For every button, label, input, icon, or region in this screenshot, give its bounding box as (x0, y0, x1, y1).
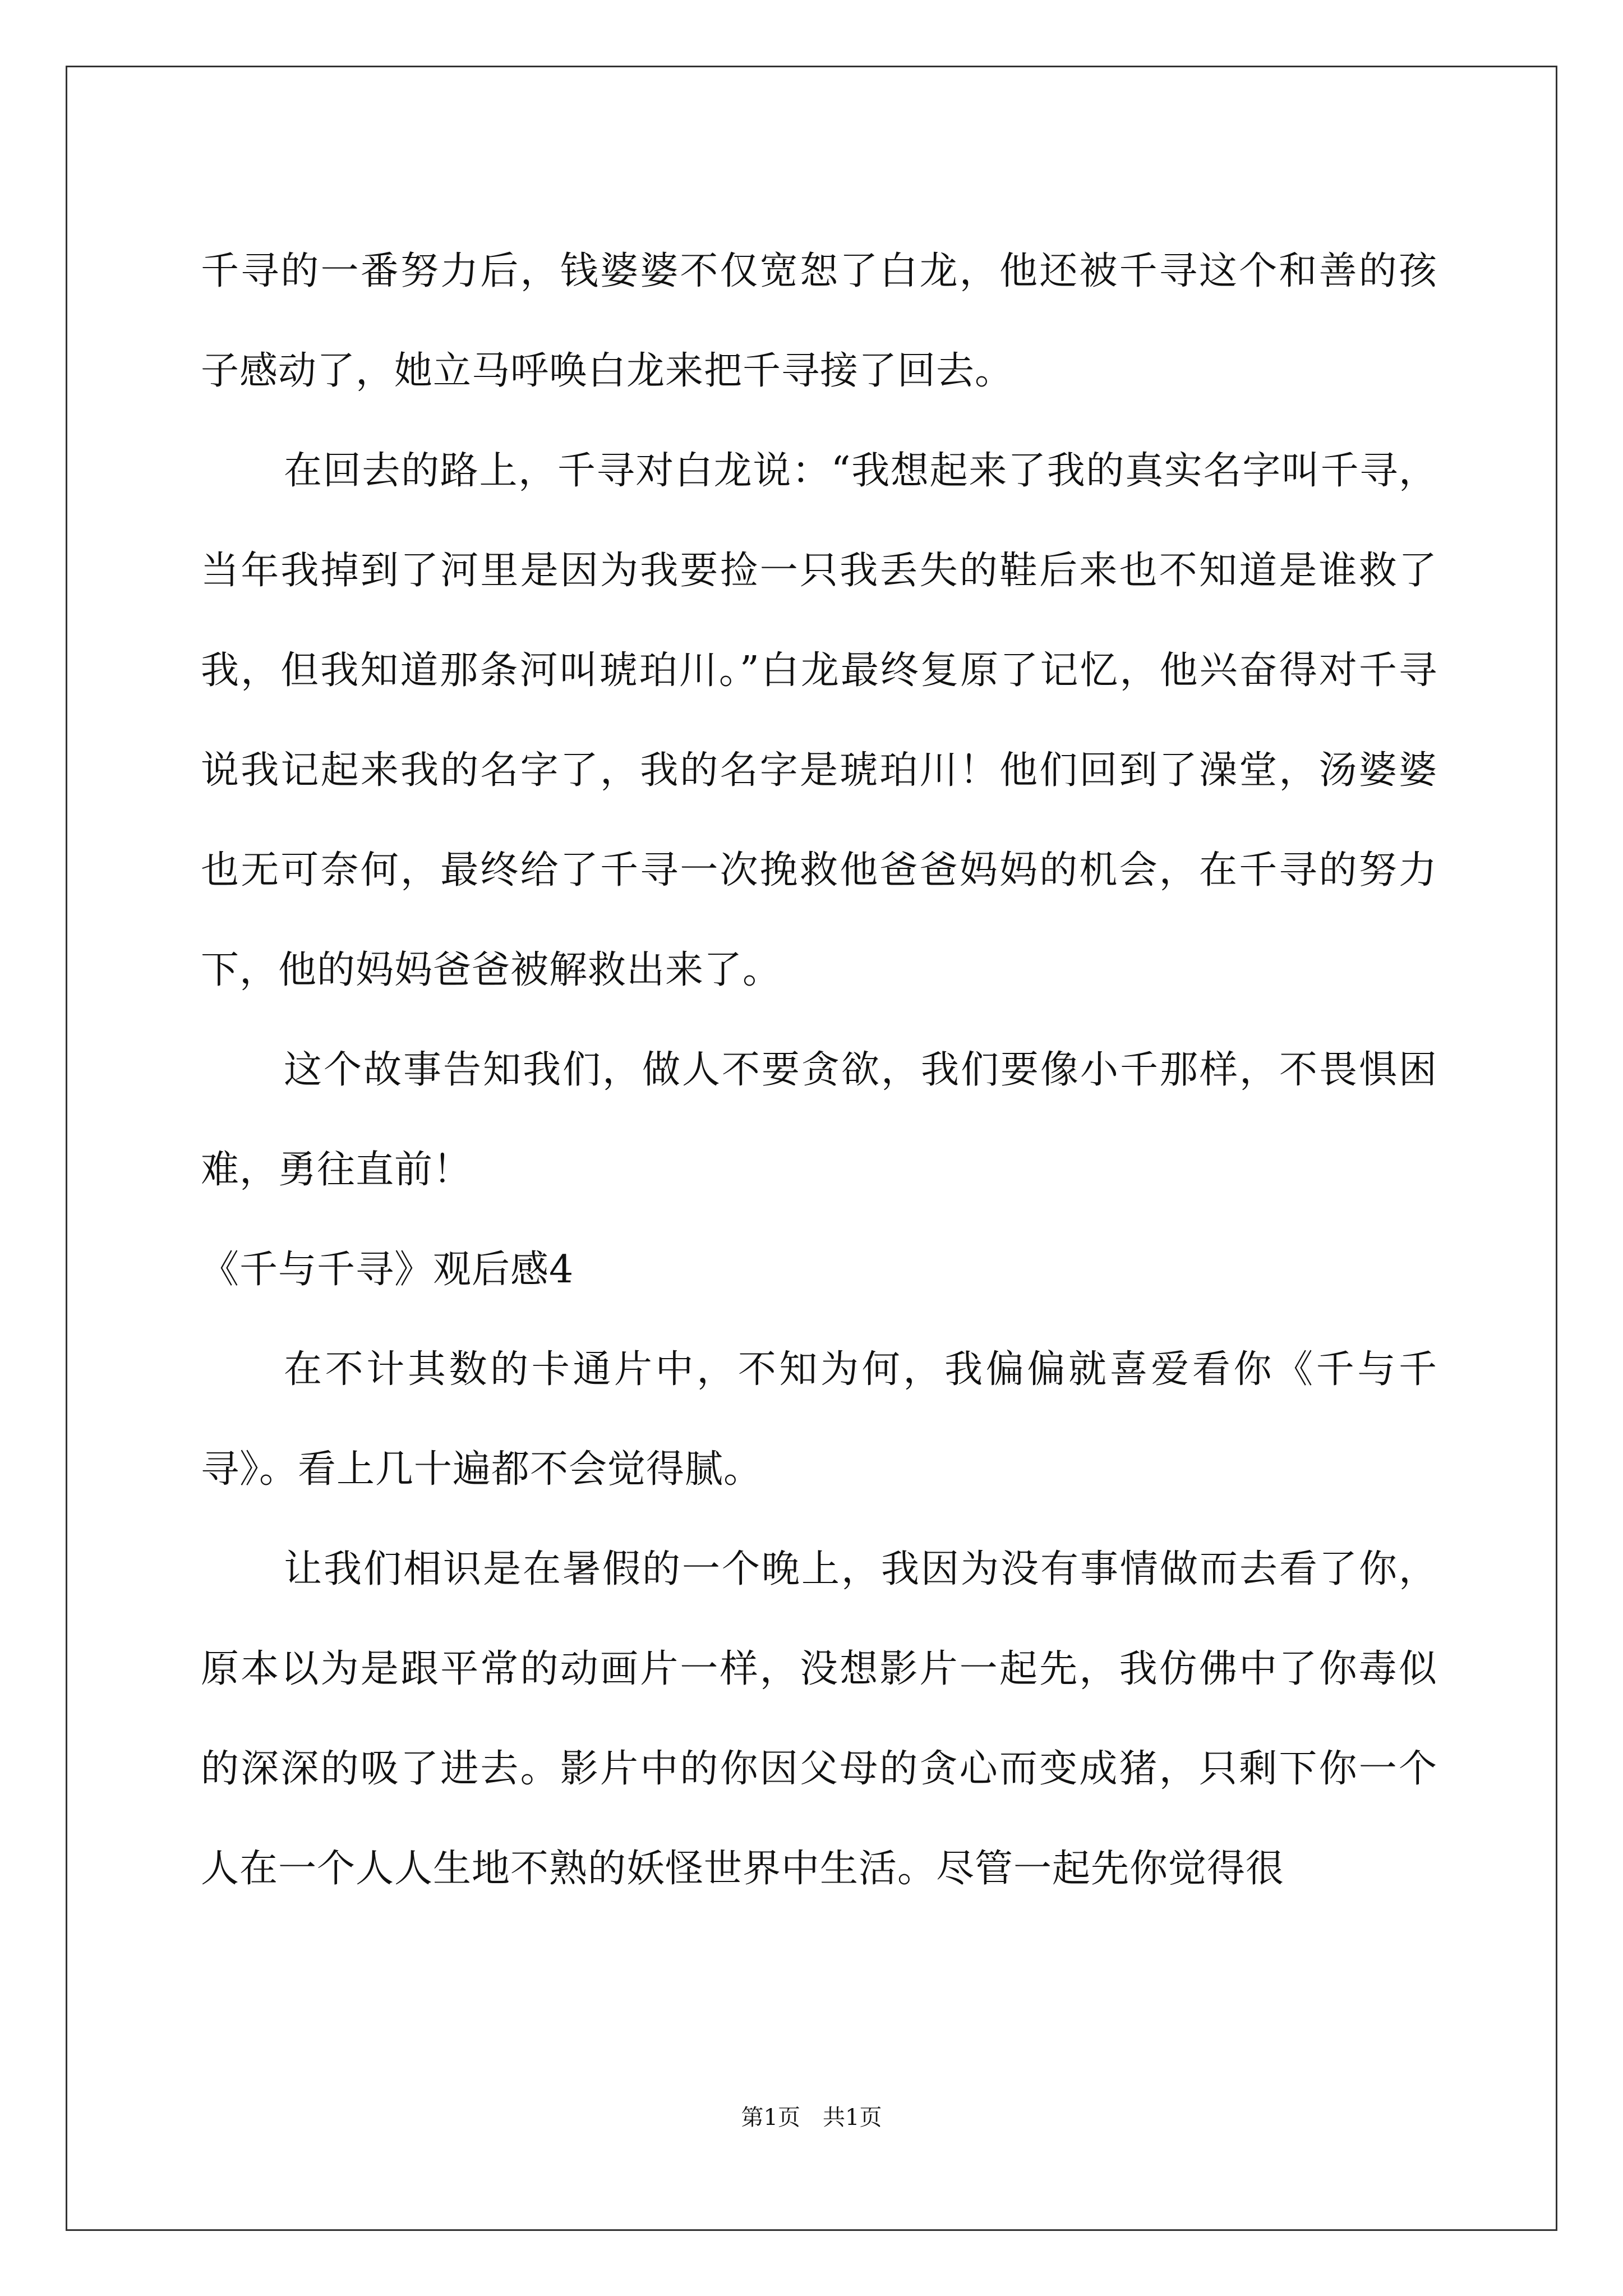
paragraph: 这个故事告知我们，做人不要贪欲，我们要像小千那样，不畏惧困难，勇往直前！ (201, 1048, 1437, 1192)
page-number: 第1页 (741, 2105, 800, 2131)
page-total: 共1页 (823, 2105, 882, 2131)
document-body (201, 222, 1437, 1919)
paragraph: 千寻的一番努力后，钱婆婆不仅宽恕了白龙，他还被千寻这个和善的孩子感动了，她立马呼唤白龙来把千寻接了回去。 (201, 249, 1437, 393)
paragraph: 让我们相识是在暑假的一个晚上，我因为没有事情做而去看了你，原本以为是跟平常的动画片一样，没想影片一起先，我仿佛中了你毒似的深深的吸了进去。影片中的你因父母的贪心而变成猪，只剩下你一个人在一个人人生地不熟的妖怪世界中生活。尽管一起先你觉得很 (201, 1547, 1437, 1891)
section-heading: 《千与千寻》观后感4 (201, 1248, 574, 1292)
page-footer (0, 2101, 1623, 2134)
paragraph: 在回去的路上，千寻对白龙说：“我想起来了我的真实名字叫千寻，当年我掉到了河里是因为我要捡一只我丢失的鞋后来也不知道是谁救了我，但我知道那条河叫琥珀川。”白龙最终复原了记忆，他兴奋得对千寻说我记起来我的名字了，我的名字是琥珀川！他们回到了澡堂，汤婆婆也无可奈何，最终给了千寻一次挽救他爸爸妈妈的机会，在千寻的努力下，他的妈妈爸爸被解救出来了。 (201, 449, 1437, 992)
paragraph: 在不计其数的卡通片中，不知为何，我偏偏就喜爱看你《千与千寻》。看上几十遍都不会觉得腻。 (201, 1347, 1437, 1492)
